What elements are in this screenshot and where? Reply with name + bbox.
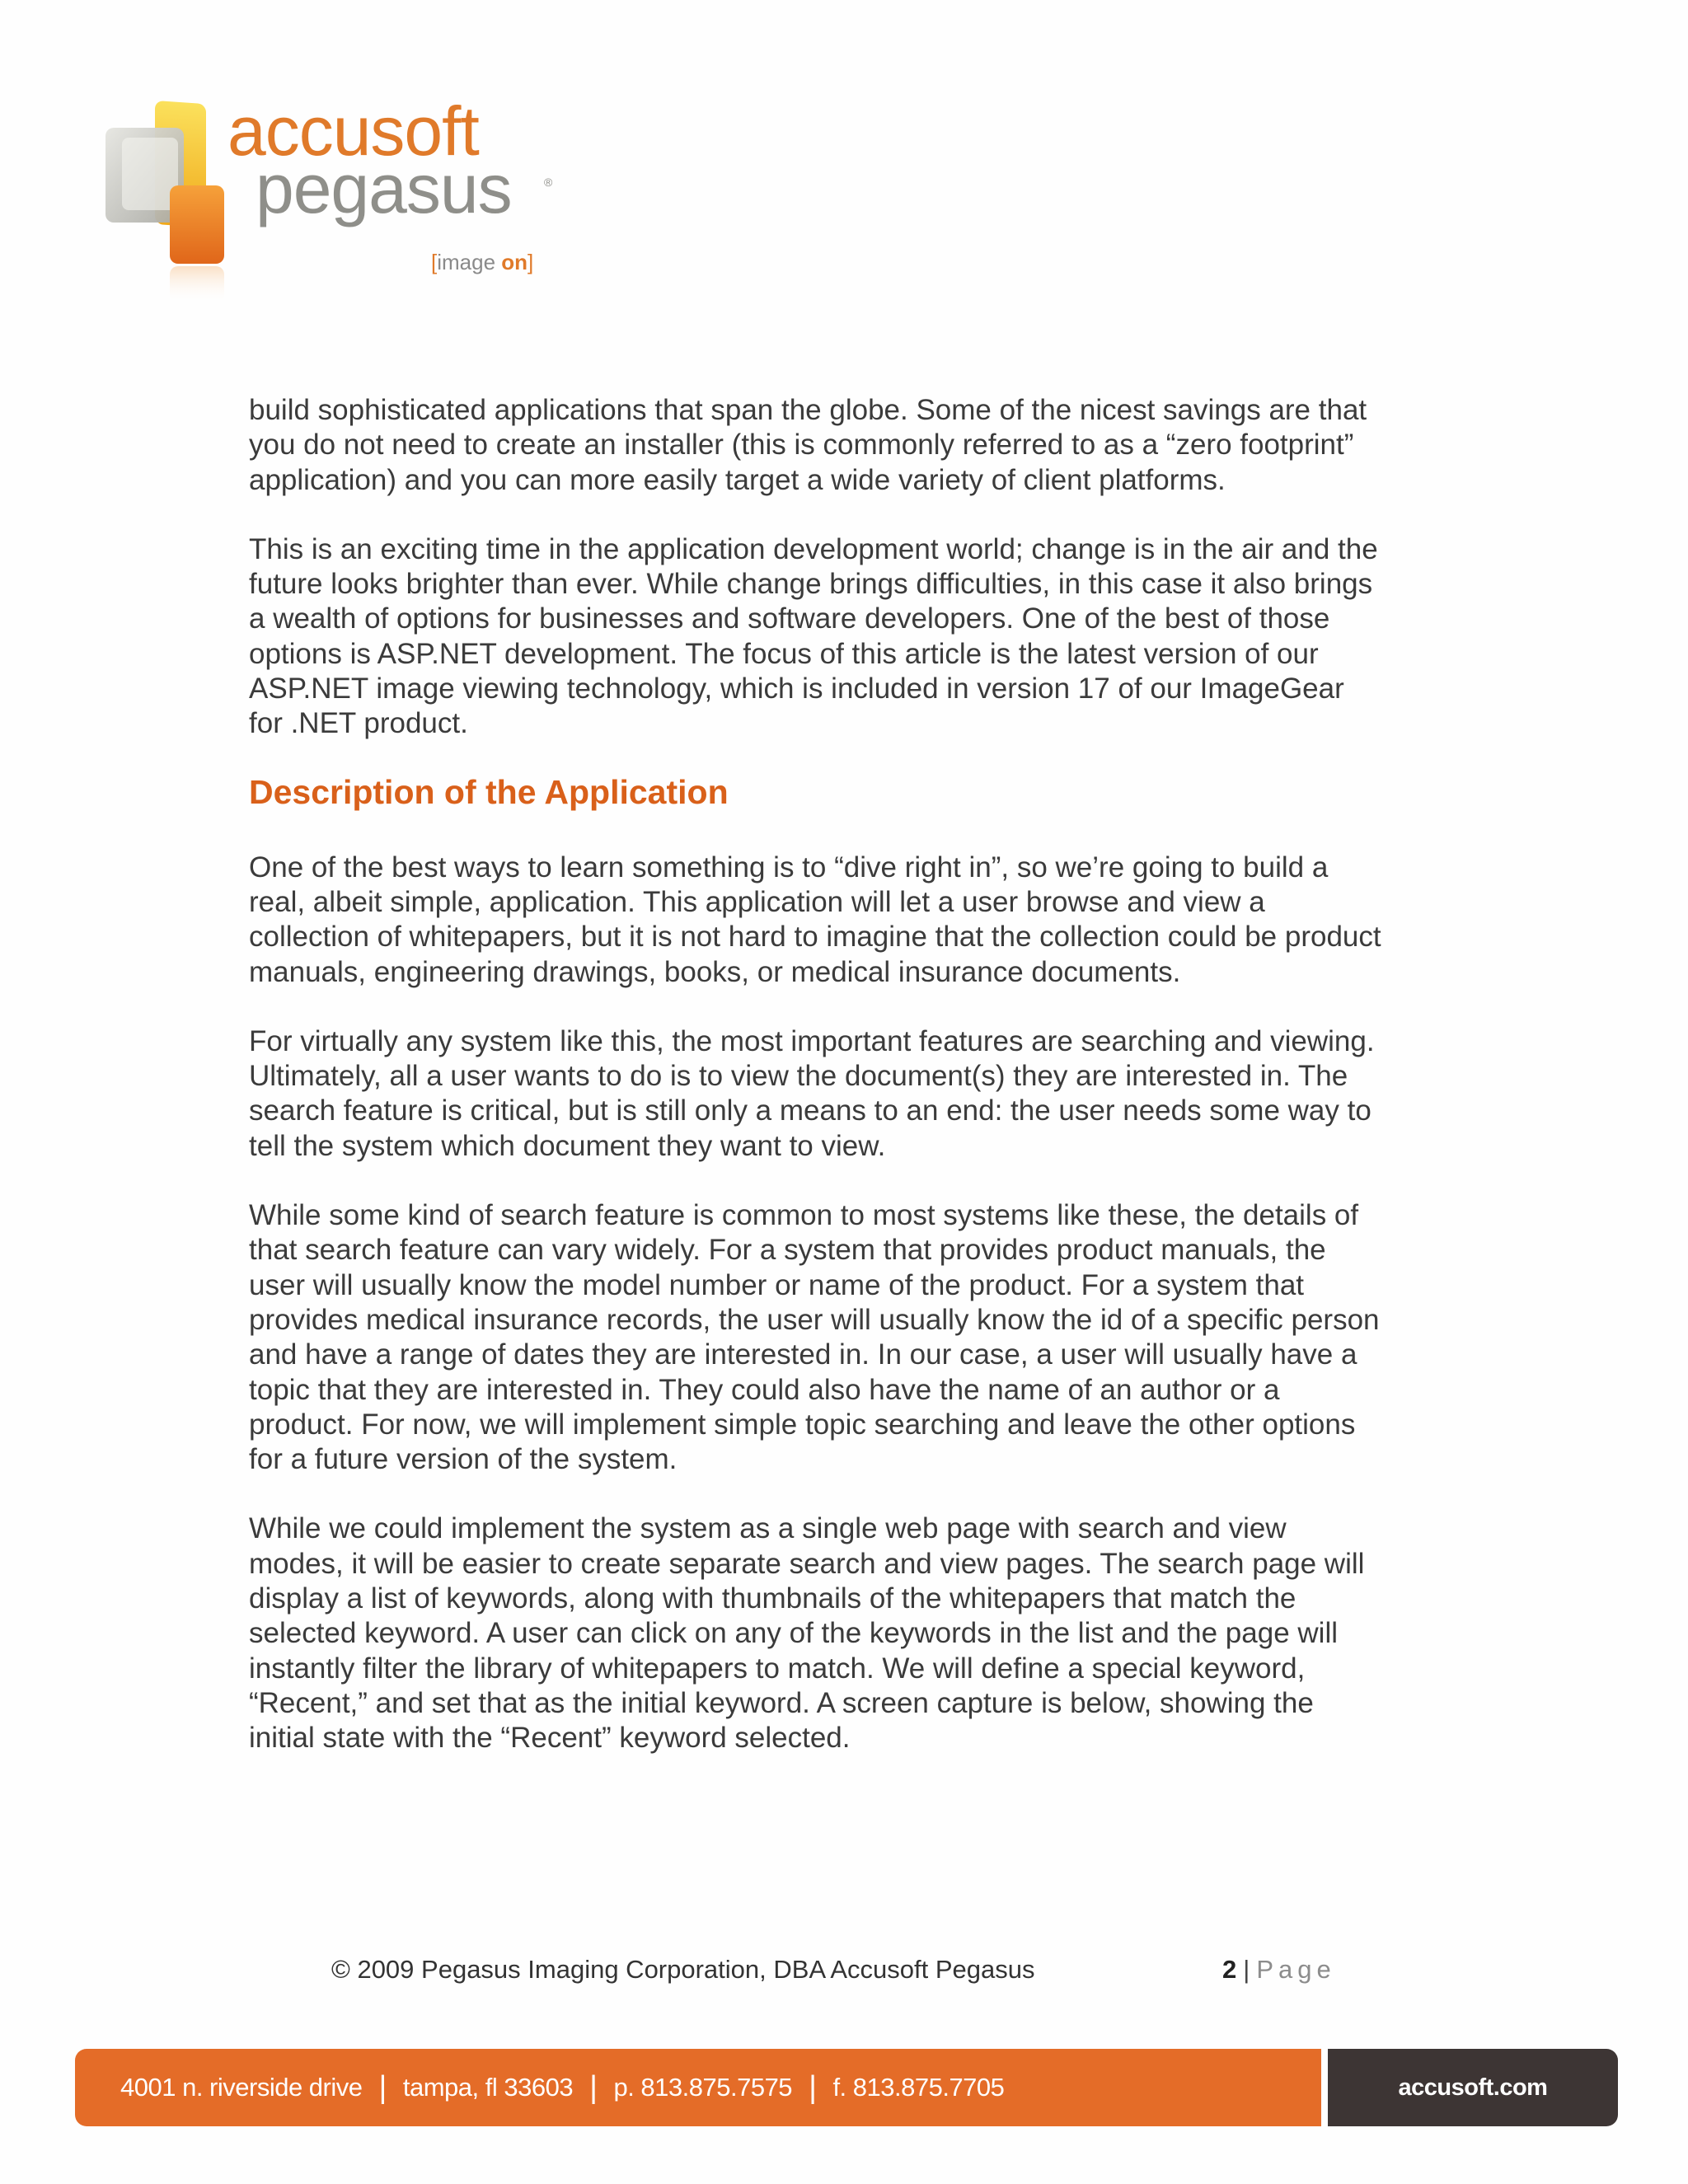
divider: | bbox=[378, 2069, 387, 2105]
company-logo bbox=[97, 87, 575, 326]
registered-mark: ® bbox=[544, 176, 553, 189]
contact-info bbox=[75, 2049, 1321, 2126]
website-link[interactable]: accusoft.com bbox=[1328, 2049, 1618, 2126]
bar-gap bbox=[1321, 2049, 1328, 2126]
page-footer bbox=[0, 1955, 1688, 1996]
contact-bar bbox=[75, 2049, 1618, 2126]
page-label: Page bbox=[1256, 1955, 1336, 1984]
article-body bbox=[249, 393, 1452, 1791]
logo-word-accusoft: accusoft bbox=[227, 92, 479, 170]
paragraph: For virtually any system like this, the most important features are searching and viewing. Ultimately, all a user wants to do is to view the document(s) they are interested in. The search feature is critical, but is still only a means to an end: the user needs some way to tell the system which document they want to view. bbox=[249, 1024, 1375, 1162]
page-indicator bbox=[1222, 1955, 1336, 1985]
phone: p. 813.875.7575 bbox=[613, 2073, 793, 2102]
logo-mark-icon bbox=[97, 87, 229, 317]
fax: f. 813.875.7705 bbox=[832, 2073, 1005, 2102]
paragraph: This is an exciting time in the application development world; change is in the air and the future looks brighter than ever. While change brings difficulties, in this case it also brings a wealth of options for businesses and software developers. One of the best of those options is ASP.NET development. The focus of this article is the latest version of our ASP.NET image viewing technology, which is included in version 17 of our ImageGear for .NET product. bbox=[249, 532, 1378, 740]
divider: | bbox=[589, 2069, 598, 2105]
logo-tagline: [image on] bbox=[431, 250, 534, 274]
paragraph: build sophisticated applications that span the globe. Some of the nicest savings are that you do not need to create an installer (this is commonly referred to as a “zero footprint” application) and you can more easily target a wide variety of client platforms. bbox=[249, 394, 1367, 496]
paragraph: While some kind of search feature is common to most systems like these, the details of that search feature can vary widely. For a system that provides product manuals, the user will usually know the model number or name of the product. For a system that provides medical insurance records, the user will usually know the id of a specific person and have a range of dates they are interested in. In our case, a user will usually have a topic that they are interested in. They could also have the name of an author or a product. For now, we will implement simple topic searching and leave the other options for a future version of the system. bbox=[249, 1199, 1380, 1476]
address: 4001 n. riverside drive bbox=[120, 2073, 363, 2102]
divider: | bbox=[809, 2069, 817, 2105]
page-number: 2 bbox=[1222, 1955, 1237, 1984]
section-heading: Description of the Application bbox=[249, 772, 729, 811]
paragraph: One of the best ways to learn something is to “dive right in”, so we’re going to build a real, albeit simple, application. This application will let a user browse and view a collection of whitepapers, but it is not hard to imagine that the collection could be product manuals, engineering drawings, books, or medical insurance documents. bbox=[249, 851, 1381, 988]
page-separator: | bbox=[1243, 1955, 1250, 1984]
paragraph: While we could implement the system as a single web page with search and view modes, it will be easier to create separate search and view pages. The search page will display a list of keywords, along with thumbnails of the whitepapers that match the selected keyword. A user can click on any of the keywords in the list and the page will instantly filter the library of whitepapers to match. We will define a special keyword, “Recent,” and set that as the initial keyword. A screen capture is below, showing the initial state with the “Recent” keyword selected. bbox=[249, 1512, 1365, 1755]
copyright-notice: © 2009 Pegasus Imaging Corporation, DBA Accusoft Pegasus bbox=[331, 1955, 1035, 1984]
city: tampa, fl 33603 bbox=[402, 2073, 574, 2102]
logo-word-pegasus: pegasus bbox=[256, 150, 512, 227]
